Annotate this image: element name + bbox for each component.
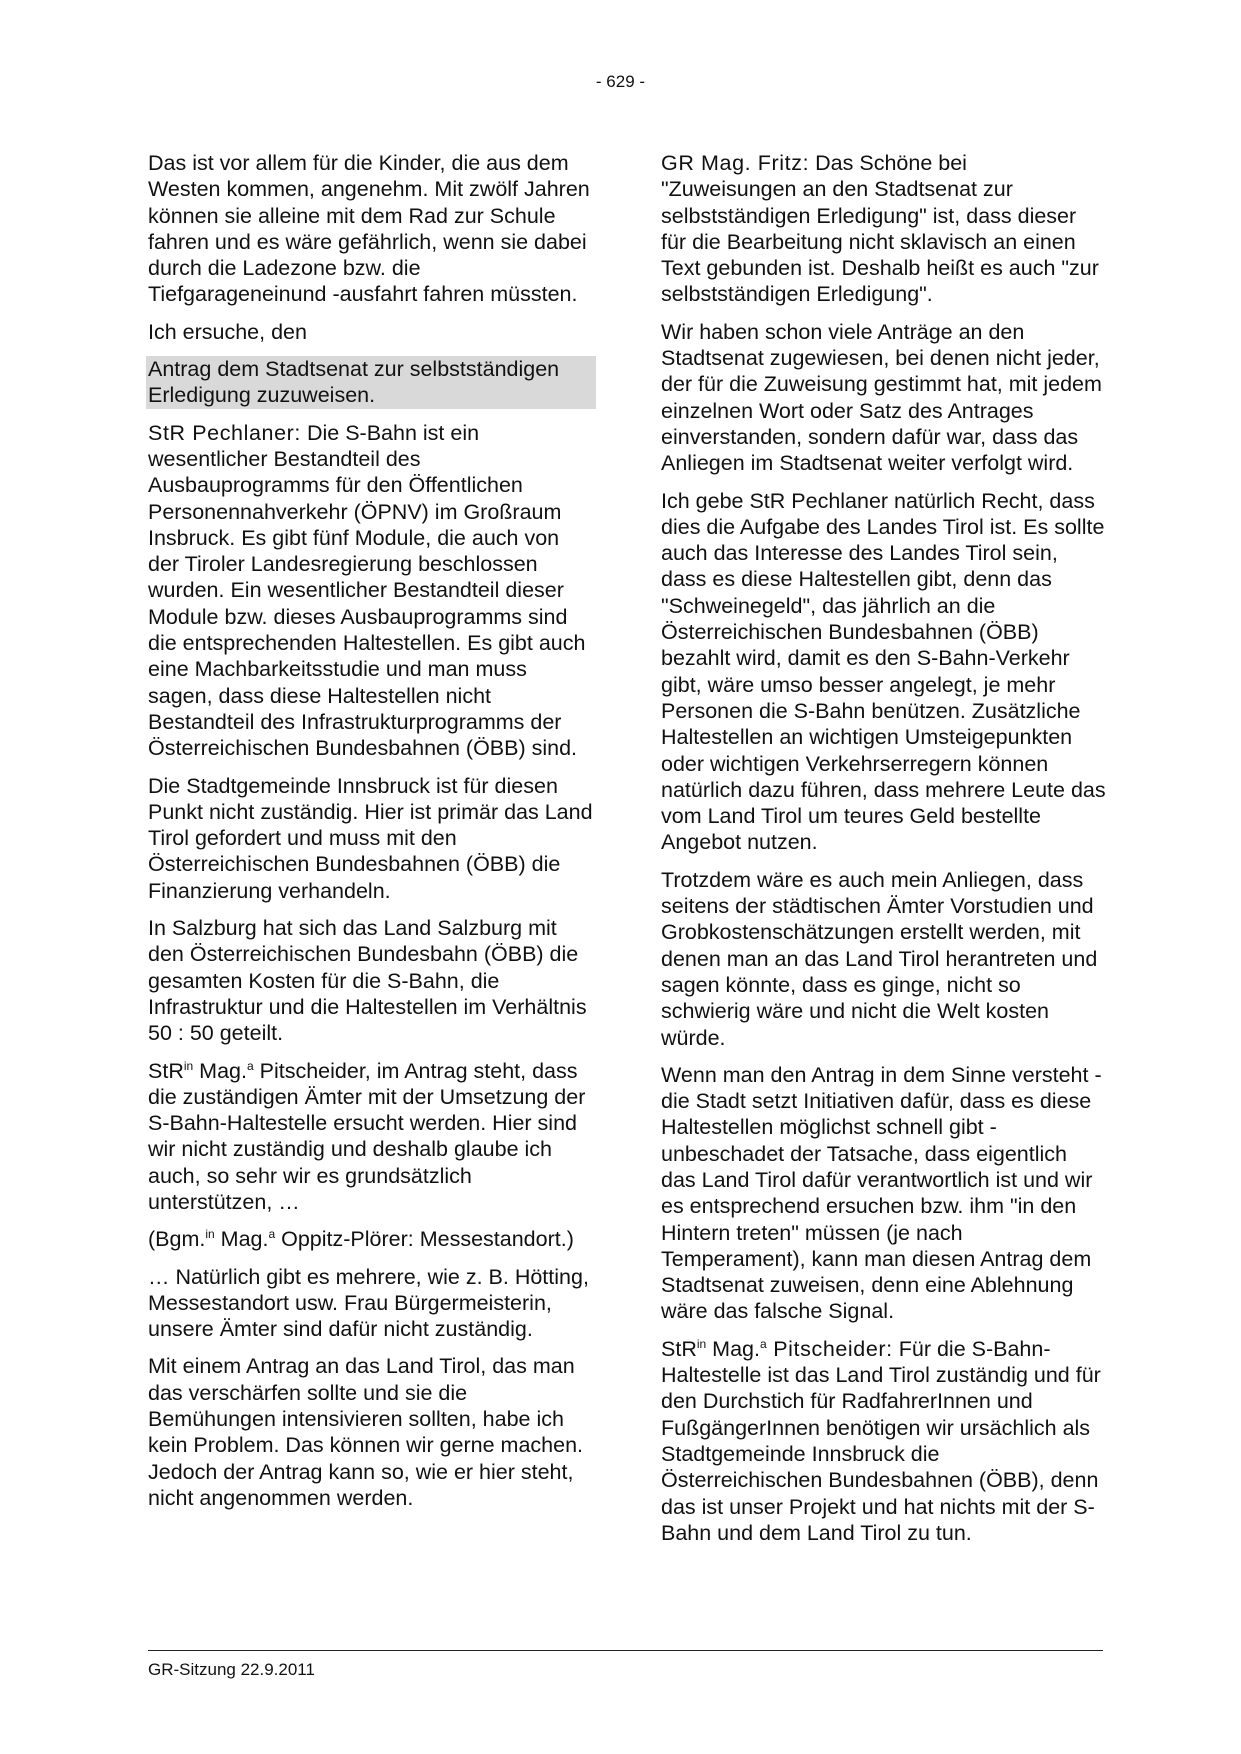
speaker-name: StR Pechlaner: bbox=[148, 420, 301, 445]
superscript: a bbox=[246, 1058, 254, 1073]
paragraph: Mit einem Antrag an das Land Tirol, das man das verschärfen sollte und sie die Bemühungen intensivieren sollten, habe ich kein Problem. Das können wir gerne machen. Jedoch der Antrag kann so, wie er hier steht, nicht angenommen werden. bbox=[148, 1354, 583, 1510]
paragraph: Ich gebe StR Pechlaner natürlich Recht, dass dies die Aufgabe des Landes Tirol ist. Es sollte auch das Interesse des Landes Tirol sein, dass es diese Haltestellen gibt, denn das "Schweinegeld", das jährlich an die Österreichischen Bundesbahnen (ÖBB) bezahlt wird, damit es den S-Bahn-Verkehr gibt, wäre umso besser angelegt, je mehr Personen die S-Bahn benützen. Zusätzliche Haltestellen an wichtigen Umsteigepunkten oder wichtigen Verkehrserregern können natürlich dazu führen, dass mehrere Leute das vom Land Tirol um teures Geld bestellte Angebot nutzen. bbox=[661, 488, 1106, 855]
speaker-title: Mag. bbox=[214, 1227, 269, 1252]
footer-divider bbox=[148, 1650, 1103, 1651]
speaker-title: StR bbox=[661, 1336, 697, 1361]
paragraph bbox=[661, 150, 1106, 308]
paragraph bbox=[148, 1058, 596, 1216]
paragraph: In Salzburg hat sich das Land Salzburg mit den Österreichischen Bundesbahn (ÖBB) die gesamten Kosten für die S-Bahn, die Infrastruktur und die Haltestellen im Verhältnis 50 : 50 geteilt. bbox=[148, 916, 587, 1046]
page-number: - 629 - bbox=[595, 72, 646, 91]
speech-text: Das Schöne bei "Zuweisungen an den Stadtsenat zur selbstständigen Erledigung" ist, dass dieser für die Bearbeitung nicht sklavisch an einen Text gebunden ist. Deshalb heißt es auch "zur selbstständigen Erledigung". bbox=[661, 151, 1099, 307]
paragraph bbox=[148, 1226, 596, 1252]
superscript: a bbox=[268, 1227, 276, 1242]
paragraph: Wenn man den Antrag in dem Sinne versteht - die Stadt setzt Initiativen dafür, dass es diese Haltestellen möglichst schnell gibt - unbeschadet der Tatsache, dass eigentlich das Land Tirol dafür verantwortlich ist und wir es entsprechend ersuchen bzw. ihm "in den Hintern treten" müssen (je nach Temperament), kann man diesen Antrag dem Stadtsenat zuweisen, denn eine Ablehnung wäre das falsche Signal. bbox=[661, 1062, 1102, 1324]
speaker-title: (Bgm. bbox=[148, 1227, 206, 1252]
paragraph bbox=[661, 1336, 1106, 1546]
speech-text: Die S-Bahn ist ein wesentlicher Bestandteil des Ausbauprogramms für den Öffentlichen Personennahverkehr (ÖPNV) im Großraum Insbruck. Es gibt fünf Module, die auch von der Tiroler Landesregierung beschlossen wurden. Ein wesentlicher Bestandteil dieser Module bzw. dieses Ausbauprogramms sind die entsprechenden Haltestellen. Es gibt auch eine Machbarkeitsstudie und man muss sagen, dass diese Haltestellen nicht Bestandteil des Infrastrukturprogramms der Österreichischen Bundesbahnen (ÖBB) sind. bbox=[148, 420, 586, 761]
superscript: in bbox=[205, 1227, 215, 1242]
speech-text: Oppitz-Plörer: Messestandort.) bbox=[275, 1227, 574, 1252]
superscript: in bbox=[183, 1058, 194, 1073]
paragraph: Wir haben schon viele Anträge an den Stadtsenat zugewiesen, bei denen nicht jeder, der für die Zuweisung gestimmt hat, mit jedem einzelnen Wort oder Satz des Antrages einverstanden, sondern dafür war, dass das Anliegen im Stadtsenat weiter verfolgt wird. bbox=[661, 319, 1102, 476]
right-column bbox=[661, 150, 1106, 1557]
paragraph: Die Stadtgemeinde Innsbruck ist für diesen Punkt nicht zuständig. Hier ist primär das Land Tirol gefordert und muss mit den Österreichischen Bundesbahnen (ÖBB) die Finanzierung verhandeln. bbox=[148, 773, 593, 903]
superscript: in bbox=[696, 1336, 707, 1351]
speaker-title: Mag. bbox=[193, 1058, 247, 1083]
speech-text: Pitscheider, im Antrag steht, dass die zuständigen Ämter mit der Umsetzung der S-Bahn-Haltestelle ersucht werden. Hier sind wir nicht zuständig und deshalb glaube ich auch, so sehr wir es grundsätzlich unterstützen, … bbox=[148, 1058, 586, 1214]
speaker-title: StR bbox=[148, 1058, 184, 1083]
paragraph bbox=[148, 420, 596, 762]
paragraph: Ich ersuche, den bbox=[148, 319, 307, 344]
footer-session-date: GR-Sitzung 22.9.2011 bbox=[148, 1660, 315, 1679]
paragraph: Das ist vor allem für die Kinder, die aus dem Westen kommen, angenehm. Mit zwölf Jahren können sie alleine mit dem Rad zur Schule fahren und es wäre gefährlich, wenn sie dabei durch die Ladezone bzw. die Tiefgarageneinund -ausfahrt fahren müssten. bbox=[148, 151, 590, 307]
paragraph: Trotzdem wäre es auch mein Anliegen, dass seitens der städtischen Ämter Vorstudien und Grobkostenschätzungen erstellt werden, mit denen man an das Land Tirol herantreten und sagen könnte, dass es ginge, nicht so schwierig wäre und nicht die Welt kosten würde. bbox=[661, 867, 1098, 1050]
superscript: a bbox=[759, 1336, 767, 1351]
speaker-name: Pitscheider: bbox=[766, 1336, 893, 1361]
paragraph: … Natürlich gibt es mehrere, wie z. B. Hötting, Messestandort usw. Frau Bürgermeisterin, unsere Ämter sind dafür nicht zuständig. bbox=[148, 1264, 589, 1342]
left-column bbox=[148, 150, 596, 1522]
speaker-title: Mag. bbox=[706, 1336, 760, 1361]
speech-text: Für die S-Bahn-Haltestelle ist das Land Tirol zuständig und für den Durchstich für RadfahrerInnen und FußgängerInnen benötigen wir ursächlich als Stadtgemeinde Innsbruck die Österreichischen Bundesbahnen (ÖBB), denn das ist unser Projekt und hat nichts mit der S-Bahn und dem Land Tirol zu tun. bbox=[661, 1336, 1101, 1545]
speaker-name: GR Mag. Fritz: bbox=[661, 151, 810, 175]
highlighted-motion: Antrag dem Stadtsenat zur selbstständigen Erledigung zuzuweisen. bbox=[146, 356, 596, 409]
